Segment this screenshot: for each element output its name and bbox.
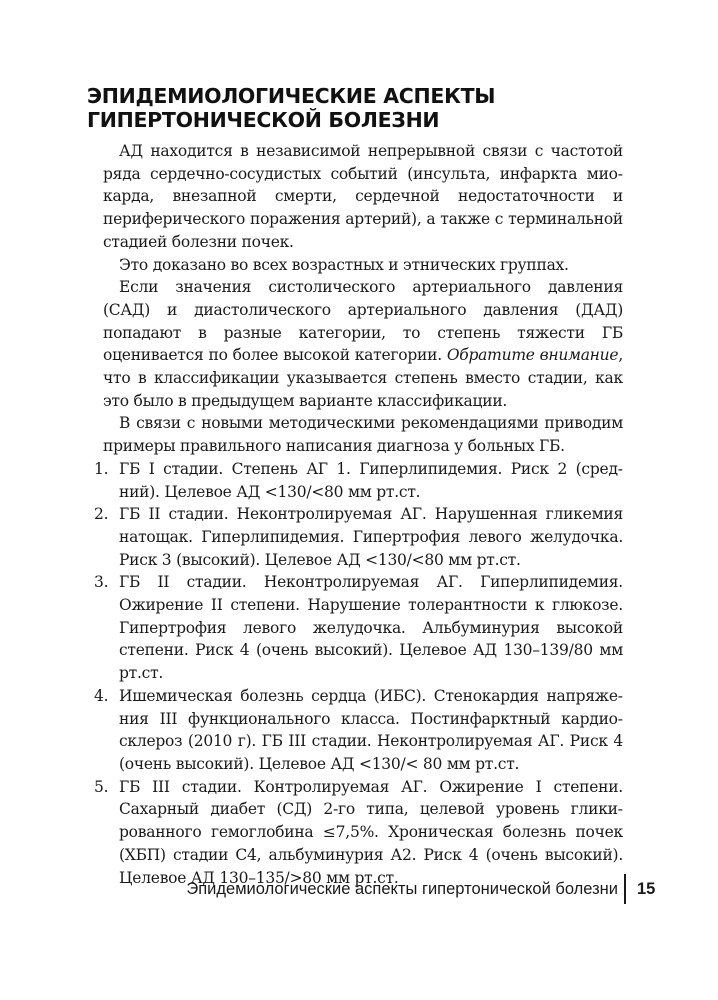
section-heading: [87, 84, 647, 132]
diagnosis-text: Ишемическая болезнь сердца (ИБС). Стенокардия напряжения III функционального класса. Постинфарктный кардиосклероз (2010 г). ГБ III стадии. Неконтролируемая АГ. Риск 4 (очень высокий). Целевое АД <130/< 80 мм рт.ст.: [119, 686, 623, 773]
diagnosis-text: ГБ II стадии. Неконтролируемая АГ. Гиперлипидемия. Ожирение II степени. Нарушение толерантности к глюкозе. Гипертрофия левого желудочка. Альбуминурия высокой степени. Риск 4 (очень высокий). Целевое АД 130–139/80 мм рт.ст.: [119, 573, 623, 683]
footer-divider: [624, 874, 626, 904]
diagnosis-number: 1.: [94, 459, 109, 478]
diagnosis-item-3: [94, 571, 623, 685]
diagnosis-item-1: [94, 458, 623, 503]
paragraph-events: АД находится в независимой непрерывной связи с частотой ряда сердечно-сосудистых событий (инсульта, инфаркта миокарда, внезапной смерти, сердечной недостаточности и периферического поражения артерий), а также с терминальной стадией болезни почек.: [103, 142, 623, 251]
diagnosis-list: [94, 458, 623, 889]
diagnosis-number: 3.: [94, 573, 109, 592]
paragraph-classification: [103, 276, 623, 412]
diagnosis-text: ГБ I стадии. Степень АГ 1. Гиперлипидемия. Риск 2 (средний). Целевое АД <130/<80 мм рт.ст.: [119, 459, 623, 501]
diagnosis-number: 5.: [94, 777, 109, 796]
section-heading-line-1: ЭПИДЕМИОЛОГИЧЕСКИЕ АСПЕКТЫ: [87, 84, 496, 108]
diagnosis-number: 2.: [94, 505, 109, 524]
running-title: Эпидемиологические аспекты гипертонической болезни: [186, 880, 618, 898]
diagnosis-item-2: [94, 503, 623, 571]
section-heading-line-2: ГИПЕРТОНИЧЕСКОЙ БОЛЕЗНИ: [87, 108, 440, 132]
paragraph-classification-text: Если значения систолического артериального давления (САД) и диастолического артериального давления (ДАД) попадают в разные категории, то степень тяжести ГБ оценивается по более высокой категории.: [103, 278, 623, 365]
paragraph-groups: Это доказано во всех возрастных и этнических группах.: [119, 255, 569, 274]
paragraph-classification-tail: , что в классификации указывается степень вместо стадии, как это было в предыдущем варианте классификации.: [103, 346, 623, 410]
diagnosis-number: 4.: [94, 686, 109, 705]
diagnosis-text: ГБ II стадии. Неконтролируемая АГ. Нарушенная гликемия натощак. Гиперлипидемия. Гипертрофия левого желудочка. Риск 3 (высокий). Целевое АД <130/<80 мм рт.ст.: [119, 505, 623, 569]
paragraph-emphasis: Обратите внимание: [446, 346, 619, 365]
page-footer: [0, 876, 718, 908]
paragraph-examples-intro: В связи с новыми методическими рекомендациями приводим примеры правильного написания диагноза у больных ГБ.: [103, 414, 623, 456]
diagnosis-text: ГБ III стадии. Контролируемая АГ. Ожирение I степени. Сахарный диабет (СД) 2-го типа, целевой уровень гликированного гемоглобина ≤7,5%. Хроническая болезнь почек (ХБП) стадии С4, альбуминурия А2. Риск 4 (очень высокий). Целевое АД 130–135/>80 мм рт.ст.: [119, 777, 623, 887]
diagnosis-item-4: [94, 685, 623, 776]
page-number: 15: [637, 880, 656, 898]
diagnosis-item-5: [94, 776, 623, 890]
body-text: [94, 140, 623, 889]
